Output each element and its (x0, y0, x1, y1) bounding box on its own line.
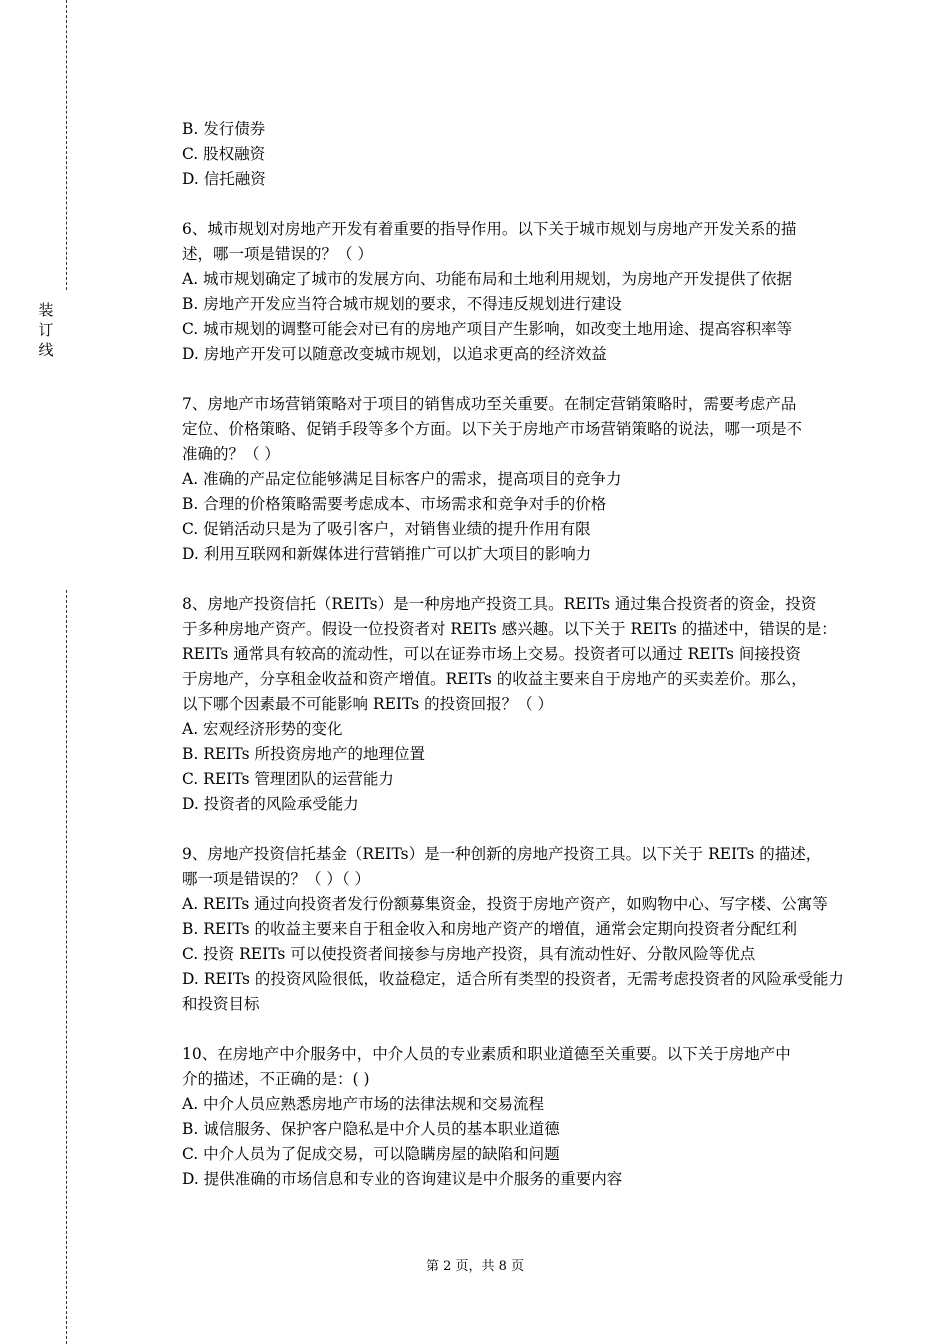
option-c: C. 促销活动只是为了吸引客户，对销售业绩的提升作用有限 (182, 520, 591, 538)
option-c: C. REITs 管理团队的运营能力 (182, 770, 394, 788)
question-8 (182, 592, 844, 817)
question-stem-line: 以下哪个因素最不可能影响 REITs 的投资回报？（ ） (182, 695, 554, 713)
option-d: D. REITs 的投资风险很低，收益稳定，适合所有类型的投资者，无需考虑投资者的风险承受能力和投资目标 (182, 970, 844, 1013)
binding-char: 装 (38, 301, 54, 319)
page-footer: 第 2 页，共 8 页 (425, 1259, 525, 1274)
question-stem-line: 8、房地产投资信托（REITs）是一种房地产投资工具。REITs 通过集合投资者的资金，投资 (182, 595, 817, 613)
question-stem-line: REITs 通常具有较高的流动性，可以在证券市场上交易。投资者可以通过 REITs 间接投资 (182, 645, 801, 663)
binding-line-bottom (66, 590, 67, 1344)
option-d: D. 投资者的风险承受能力 (182, 795, 359, 813)
option-d: D. 提供准确的市场信息和专业的咨询建议是中介服务的重要内容 (182, 1170, 623, 1188)
question-9 (182, 842, 844, 1017)
option-a: A. REITs 通过向投资者发行份额募集资金，投资于房地产资产，如购物中心、写字楼、公寓等 (182, 895, 828, 913)
option-a: A. 中介人员应熟悉房地产市场的法律法规和交易流程 (182, 1095, 545, 1113)
option-c: C. 中介人员为了促成交易，可以隐瞒房屋的缺陷和问题 (182, 1145, 560, 1163)
option-b: B. 发行债券 (182, 120, 266, 138)
option-c: C. 城市规划的调整可能会对已有的房地产项目产生影响，如改变土地用途、提高容积率等 (182, 320, 793, 338)
binding-line-top (66, 0, 67, 290)
question-7 (182, 392, 844, 567)
question-stem-line: 定位、价格策略、促销手段等多个方面。以下关于房地产市场营销策略的说法，哪一项是不 (182, 420, 803, 438)
question-5-continued (182, 117, 844, 192)
question-stem-line: 介的描述，不正确的是：( ) (182, 1070, 370, 1088)
option-a: A. 准确的产品定位能够满足目标客户的需求，提高项目的竞争力 (182, 470, 622, 488)
question-stem-line: 6、城市规划对房地产开发有着重要的指导作用。以下关于城市规划与房地产开发关系的描 (182, 220, 797, 238)
binding-label (37, 300, 55, 360)
option-c: C. 投资 REITs 可以使投资者间接参与房地产投资，具有流动性好、分散风险等优点 (182, 945, 756, 963)
question-stem-line: 述，哪一项是错误的？（ ） (182, 245, 373, 263)
question-stem-line: 哪一项是错误的？（ ）（ ） (182, 870, 371, 888)
option-a: A. 宏观经济形势的变化 (182, 720, 343, 738)
exam-content (182, 117, 844, 1192)
question-stem-line: 于多种房地产资产。假设一位投资者对 REITs 感兴趣。以下关于 REITs 的描述中，错误的是： (182, 620, 837, 638)
option-a: A. 城市规划确定了城市的发展方向、功能布局和土地利用规划，为房地产开发提供了依据 (182, 270, 793, 288)
question-stem-line: 9、房地产投资信托基金（REITs）是一种创新的房地产投资工具。以下关于 REITs 的描述， (182, 845, 822, 863)
binding-char: 线 (38, 341, 54, 359)
option-b: B. REITs 所投资房地产的地理位置 (182, 745, 425, 763)
option-b: B. 合理的价格策略需要考虑成本、市场需求和竞争对手的价格 (182, 495, 607, 513)
option-d: D. 房地产开发可以随意改变城市规划，以追求更高的经济效益 (182, 345, 607, 363)
question-6 (182, 217, 844, 367)
option-d: D. 利用互联网和新媒体进行营销推广可以扩大项目的影响力 (182, 545, 592, 563)
option-b: B. 诚信服务、保护客户隐私是中介人员的基本职业道德 (182, 1120, 560, 1138)
option-b: B. REITs 的收益主要来自于租金收入和房地产资产的增值，通常会定期向投资者分配红利 (182, 920, 797, 938)
binding-char: 订 (38, 321, 54, 339)
question-10 (182, 1042, 844, 1192)
question-stem-line: 准确的？（ ） (182, 445, 280, 463)
question-stem-line: 10、在房地产中介服务中，中介人员的专业素质和职业道德至关重要。以下关于房地产中 (182, 1045, 791, 1063)
question-stem-line: 7、房地产市场营销策略对于项目的销售成功至关重要。在制定营销策略时，需要考虑产品 (182, 395, 797, 413)
option-b: B. 房地产开发应当符合城市规划的要求，不得违反规划进行建设 (182, 295, 622, 313)
option-d: D. 信托融资 (182, 170, 266, 188)
option-c: C. 股权融资 (182, 145, 266, 163)
question-stem-line: 于房地产，分享租金收益和资产增值。REITs 的收益主要来自于房地产的买卖差价。那么， (182, 670, 807, 688)
